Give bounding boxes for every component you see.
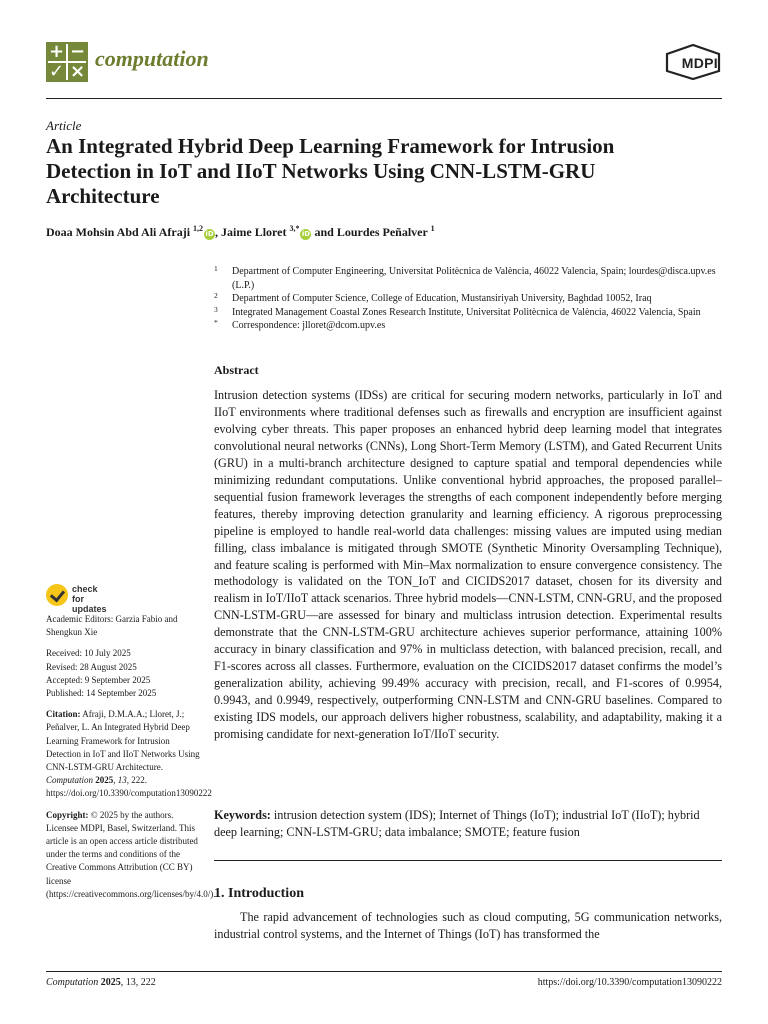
section-divider <box>214 860 722 861</box>
publication-dates <box>46 647 202 700</box>
footer-divider <box>46 971 722 972</box>
author-affil-sup: 1 <box>430 224 435 233</box>
publisher-name: MDPI <box>681 55 718 71</box>
check-updates-label: check for updates <box>72 584 107 614</box>
paper-title: An Integrated Hybrid Deep Learning Framework for Intrusion Detection in IoT and IIoT Networks Using CNN-LSTM-GRU Architecture <box>46 134 615 208</box>
academic-editors: Academic Editors: Garzia Fabio and Shengkun Xie <box>46 614 178 638</box>
affiliation-item: 1 Department of Computer Engineering, Universitat Politècnica de València, 46022 Valencia, Spain; lourdes@disca.upv.es (L.P.) <box>214 264 716 291</box>
abstract-text: Intrusion detection systems (IDSs) are critical for securing modern networks, particularly in IoT and IIoT environments where traditional defenses such as firewalls and encryption are insufficient against evolving cyber threats. This paper proposes an enhanced hybrid deep learning model that integrates convolutional neural networks (CNNs), Long Short-Term Memory (LSTM), and Gated Recurrent Units (GRU) in a multi-branch architecture designed to capture spatial and temporal dependencies while minimizing redundant computations. Unlike conventional hybrid approaches, the proposed parallel–sequential fusion framework leverages the strengths of each component independently before merging features, thereby improving detection granularity and learning efficiency. A rigorous preprocessing pipeline is employed to handle real-world data challenges: missing values are imputed using median filling, class imbalance is mitigated through SMOTE (Synthetic Minority Oversampling Technique), and feature scaling is performed with Min–Max normalization to ensure convergence consistency. The methodology is validated on the TON_IoT and CICIDS2017 dataset, chosen for its diversity and realism in IoT/IIoT attack scenarios. Three hybrid models—CNN-LSTM, CNN-GRU, and the proposed CNN-LSTM-GRU—are assessed for binary and multiclass intrusion detection. Experimental results demonstrate that the CNN-LSTM-GRU architecture achieves superior performance, attaining 100% accuracy in binary classification and 97% in multiclass detection, with balanced precision, recall, and F1-scores across all classes. Furthermore, evaluation on the CICIDS2017 dataset confirms the model’s generalization ability, achieving 99.49% accuracy with precision, recall, and F1-scores of 0.9954, 0.9943, and 0.9949, respectively, outperforming CNN-LSTM and CNN-GRU baselines. Compared to existing IDS models, our approach delivers higher robustness, scalability, and adaptability, making it a promising candidate for next-generation IoT/IIoT security. <box>214 388 722 742</box>
copyright-label: Copyright: <box>46 809 89 820</box>
date-accepted: Accepted: 9 September 2025 <box>46 674 151 685</box>
article-type: Article <box>46 118 82 133</box>
citation: Citation: Afraji, D.M.A.A.; Lloret, J.; Peñalver, L. An Integrated Hybrid Deep Learning Framework for Intrusion Detection in IoT and IIoT Networks Using CNN-LSTM-GRU Architecture. Computation 2025, 13, 222. https://doi.org/10.3390/computation13090222 <box>46 709 212 799</box>
author-list: Doaa Mohsin Abd Ali Afraji $^{1,2}$iD, Jaime Lloret $^{3,*}$iD and Lourdes Peñalver $^1$ <box>46 224 435 239</box>
orcid-icon[interactable]: iD <box>301 230 311 238</box>
affiliation-item: 2 Department of Computer Science, College of Education, Mustansiriyah University, Baghdad 10052, Iraq <box>214 291 652 305</box>
journal-header <box>46 40 722 100</box>
author-name[interactable]: Doaa Mohsin Abd Ali Afraji <box>46 225 191 239</box>
sidebar <box>46 583 216 909</box>
affiliations <box>214 265 724 333</box>
keywords <box>214 807 722 841</box>
keywords-text: intrusion detection system (IDS); Internet of Things (IoT); industrial IoT (IIoT); hybrid deep learning; CNN-LSTM-GRU; data imbalance; SMOTE; feature fusion <box>214 808 700 839</box>
orcid-icon[interactable]: iD <box>205 230 214 238</box>
intro-paragraph: The rapid advancement of technologies such as cloud computing, 5G communication networks, industrial control systems, and the Internet of Things (IoT) has transformed the <box>214 910 722 941</box>
author-name[interactable]: Lourdes Peñalver <box>336 225 428 239</box>
journal-logo-icon: + − ✓ × <box>46 42 88 82</box>
date-published: Published: 14 September 2025 <box>46 688 157 699</box>
journal-name: computation <box>95 46 209 71</box>
keywords-label: Keywords: <box>214 808 271 822</box>
citation-doi-link[interactable]: 222. https://doi.org/10.3390/computation13090222 <box>46 775 212 799</box>
copyright: Copyright: © 2025 by the authors. Licensee MDPI, Basel, Switzerland. This article is an open access article distributed under the terms and conditions of the Creative Commons Attribution (CC BY) license (https://creativecommons.org/licenses/by/4.0/). <box>46 809 216 899</box>
author-affil-sup: 1,2 <box>193 224 204 233</box>
citation-label: Citation: <box>46 709 81 720</box>
check-for-updates-button[interactable] <box>46 583 202 614</box>
header-divider <box>46 98 722 99</box>
author-name[interactable]: Jaime Lloret <box>221 225 287 239</box>
footer-citation: Computation 2025, 13, 222 <box>46 977 156 988</box>
footer-doi-link[interactable]: https://doi.org/10.3390/computation13090222 <box>537 977 722 988</box>
date-received: Received: 10 July 2025 <box>46 648 131 659</box>
abstract-heading: Abstract <box>214 363 259 377</box>
author-affil-sup: 3,* <box>289 224 300 233</box>
check-updates-icon <box>46 584 68 606</box>
affiliation-item: 3 Integrated Management Coastal Zones Research Institute, Universitat Politècnica de València, 46022 Valencia, Spain <box>214 304 701 318</box>
correspondence: * Correspondence: jlloret@dcom.upv.es <box>214 318 386 332</box>
section-heading: 1. Introduction <box>214 886 304 901</box>
date-revised: Revised: 28 August 2025 <box>46 661 137 672</box>
